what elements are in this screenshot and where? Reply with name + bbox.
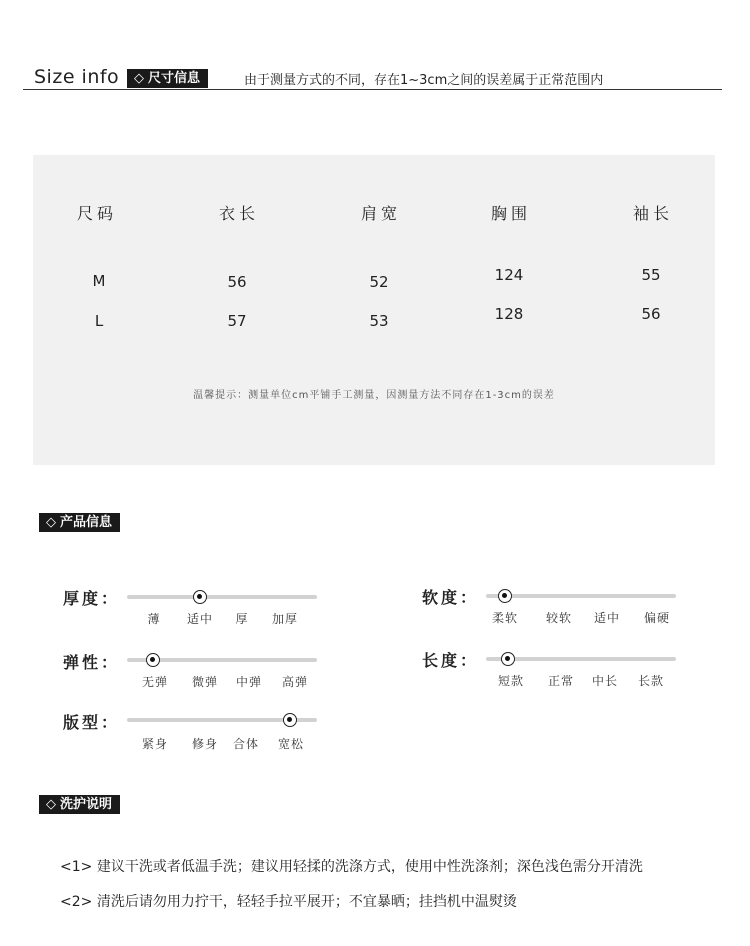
column-header: 袖长 xyxy=(632,204,673,223)
product-info-tag xyxy=(39,513,120,532)
care-line: <2> 清洗后请勿用力拧干，轻轻手拉平展开；不宜暴晒；挂挡机中温熨烫 xyxy=(60,894,517,910)
column-header: 胸围 xyxy=(490,204,531,223)
elasticity-option: 微弹 xyxy=(191,675,218,689)
softness-option: 柔软 xyxy=(491,611,518,625)
table-cell: 57 xyxy=(227,312,247,330)
diamond-icon: ◇ xyxy=(46,797,56,812)
diamond-icon: ◇ xyxy=(134,71,144,86)
thickness-option: 薄 xyxy=(147,612,161,626)
length-option: 长款 xyxy=(637,674,664,688)
header-note: 由于测量方式的不同，存在1~3cm之间的误差属于正常范围内 xyxy=(244,73,604,88)
size-tag xyxy=(127,69,208,88)
measurement-tip: 温馨提示：测量单位cm平铺手工测量，因测量方法不同存在1-3cm的误差 xyxy=(193,390,555,401)
fit-option: 合体 xyxy=(232,737,259,751)
fit-slider-knob xyxy=(283,713,297,727)
length-label: 长度： xyxy=(422,651,480,670)
thickness-option: 加厚 xyxy=(271,612,298,626)
header-divider xyxy=(23,89,722,90)
table-cell: 56 xyxy=(227,273,247,291)
care-line: <1> 建议干洗或者低温手洗；建议用轻揉的洗涤方式，使用中性洗涤剂；深色浅色需分开清洗 xyxy=(60,859,643,875)
elasticity-label: 弹性： xyxy=(63,653,121,672)
softness-option: 适中 xyxy=(593,611,620,625)
fit-label: 版型： xyxy=(63,713,121,732)
diamond-icon: ◇ xyxy=(46,515,56,530)
elasticity-slider-knob xyxy=(146,653,160,667)
thickness-slider-track xyxy=(127,595,317,599)
fit-option: 紧身 xyxy=(141,737,168,751)
fit-option: 修身 xyxy=(191,737,218,751)
length-option: 短款 xyxy=(497,674,524,688)
size-info-title: Size info xyxy=(34,66,120,88)
table-cell: 55 xyxy=(641,266,661,284)
fit-option: 宽松 xyxy=(277,737,304,751)
length-slider-knob xyxy=(501,652,515,666)
table-cell: 53 xyxy=(369,312,389,330)
softness-slider-track xyxy=(486,594,676,598)
softness-option: 较软 xyxy=(545,611,572,625)
table-cell: 124 xyxy=(494,266,524,284)
column-header: 尺码 xyxy=(76,204,117,223)
elasticity-option: 无弹 xyxy=(141,675,168,689)
size-table xyxy=(33,155,715,465)
product-info-tag-label: 产品信息 xyxy=(60,515,113,530)
elasticity-option: 高弹 xyxy=(281,675,308,689)
care-tag xyxy=(39,795,120,814)
size-tag-label: 尺寸信息 xyxy=(148,71,201,86)
length-option: 正常 xyxy=(547,674,574,688)
column-header: 衣长 xyxy=(218,204,259,223)
length-option: 中长 xyxy=(591,674,618,688)
thickness-option: 厚 xyxy=(235,612,249,626)
softness-slider-knob xyxy=(498,589,512,603)
thickness-label: 厚度： xyxy=(63,589,121,608)
softness-label: 软度： xyxy=(422,588,480,607)
thickness-option: 适中 xyxy=(186,612,213,626)
table-cell: 56 xyxy=(641,305,661,323)
table-cell: 128 xyxy=(494,305,524,323)
table-cell: M xyxy=(92,272,106,290)
column-header: 肩宽 xyxy=(360,204,401,223)
table-cell: L xyxy=(94,312,104,330)
thickness-slider-knob xyxy=(193,590,207,604)
elasticity-option: 中弹 xyxy=(235,675,262,689)
care-tag-label: 洗护说明 xyxy=(60,797,113,812)
table-cell: 52 xyxy=(369,273,389,291)
softness-option: 偏硬 xyxy=(643,611,670,625)
